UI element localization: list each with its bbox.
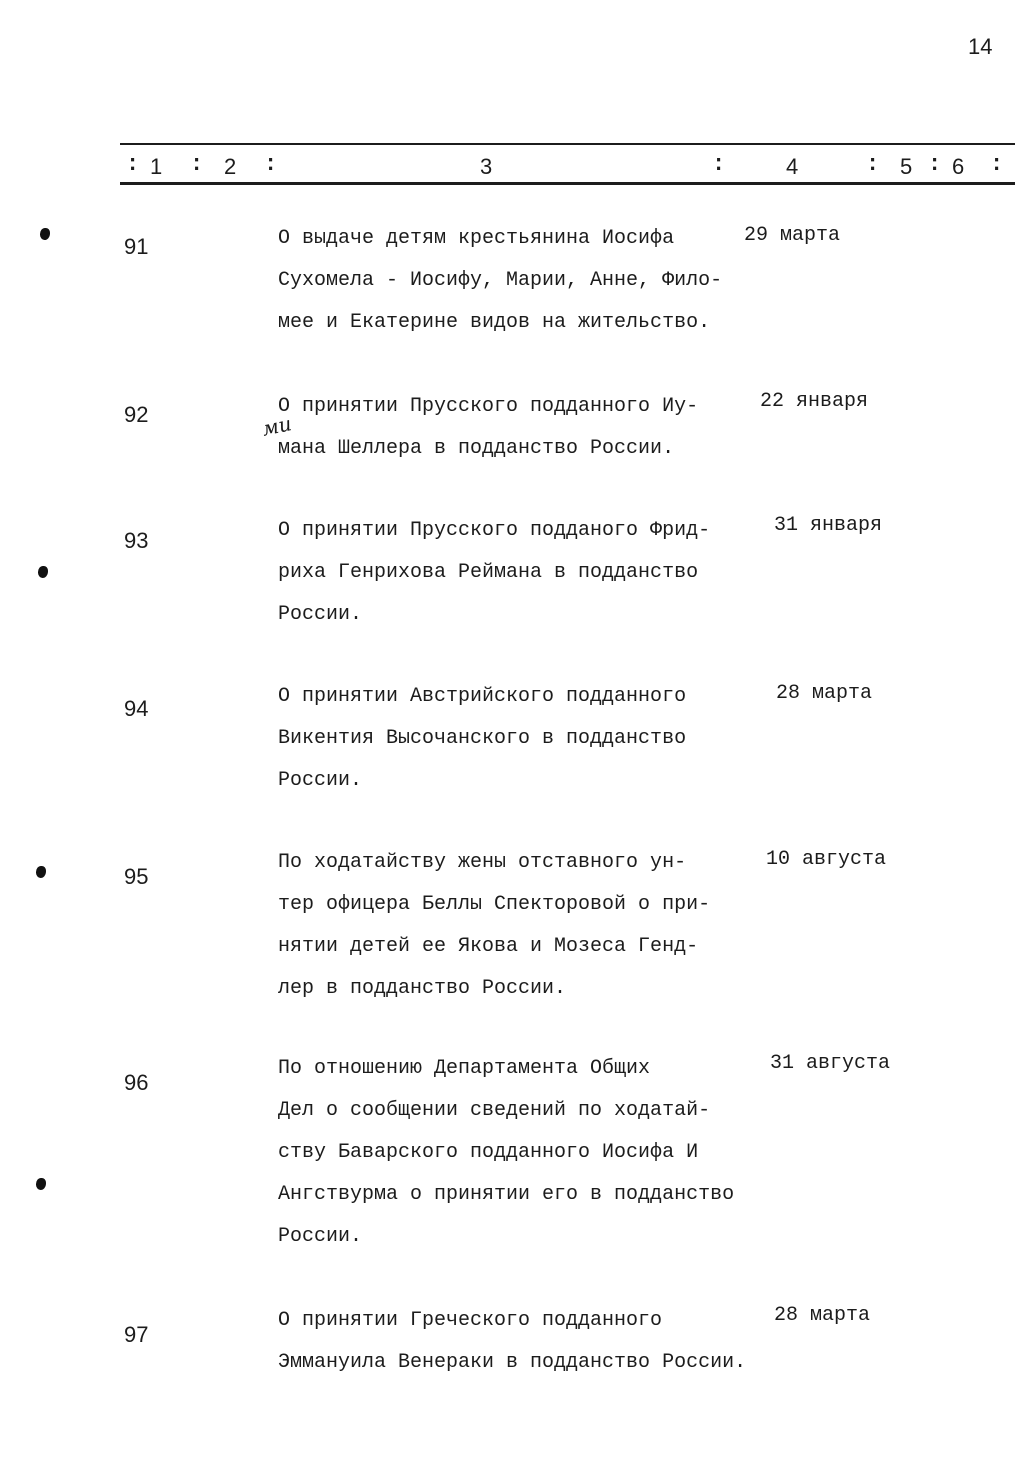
page-number: 14 [968,34,993,59]
binding-hole-mark [38,566,48,578]
entry-date: 29 марта [744,224,841,247]
entry-number: 91 [124,234,149,259]
entry-date: 22 января [760,390,869,413]
column-separator: : [928,152,942,177]
entry-number: 92 [124,402,149,427]
column-header-4: 4 [786,154,799,179]
entry-number: 93 [124,528,149,553]
column-header-3: 3 [480,154,493,179]
entry-description: О принятии Прусского подданого Фрид- риха Генрихова Реймана в подданство России. [278,519,711,626]
header-rule-bottom [120,182,1015,185]
binding-hole-mark [36,866,46,878]
column-separator: : [190,152,204,177]
header-rule-top [120,143,1015,145]
entry-description: По ходатайству жены отставного ун- тер офицера Беллы Спекторовой о при- нятии детей ее Якова и Мозеса Генд- лер в подданство России. [278,851,711,1000]
column-separator: : [712,152,726,177]
column-separator: : [126,152,140,177]
column-header-6: 6 [952,154,965,179]
column-header-1: 1 [150,154,163,179]
entry-number: 96 [124,1070,149,1095]
entry-date: 10 августа [766,848,887,871]
column-separator: : [264,152,278,177]
entry-number: 97 [124,1322,149,1347]
entry-date: 28 марта [774,1304,871,1327]
entry-date: 31 января [774,514,883,537]
column-header-2: 2 [224,154,237,179]
column-header-5: 5 [900,154,913,179]
entry-description: О выдаче детям крестьянина Иосифа Сухомела - Иосифу, Марии, Анне, Фило- мее и Екатерине видов на жительство. [278,227,723,334]
entry-number: 95 [124,864,149,889]
handwritten-correction: ми [259,411,294,441]
entry-date: 28 марта [776,682,873,705]
entry-description: По отношению Департамента Общих Дел о сообщении сведений по ходатай- ству Баварского подданного Иосифа И Ангствурма о принятии его в подданство России. [278,1057,735,1248]
column-separator: : [866,152,880,177]
binding-hole-mark [40,228,50,240]
entry-description: О принятии Греческого подданного Эммануила Венераки в подданство России. [278,1309,747,1374]
entry-number: 94 [124,696,149,721]
entry-date: 31 августа [770,1052,891,1075]
column-separator: : [990,152,1004,177]
entry-description: О принятии Прусского подданного Иу- мана Шеллера в подданство России. [278,395,699,460]
binding-hole-mark [36,1178,46,1190]
entry-description: О принятии Австрийского подданного Викентия Высочанского в подданство России. [278,685,687,792]
